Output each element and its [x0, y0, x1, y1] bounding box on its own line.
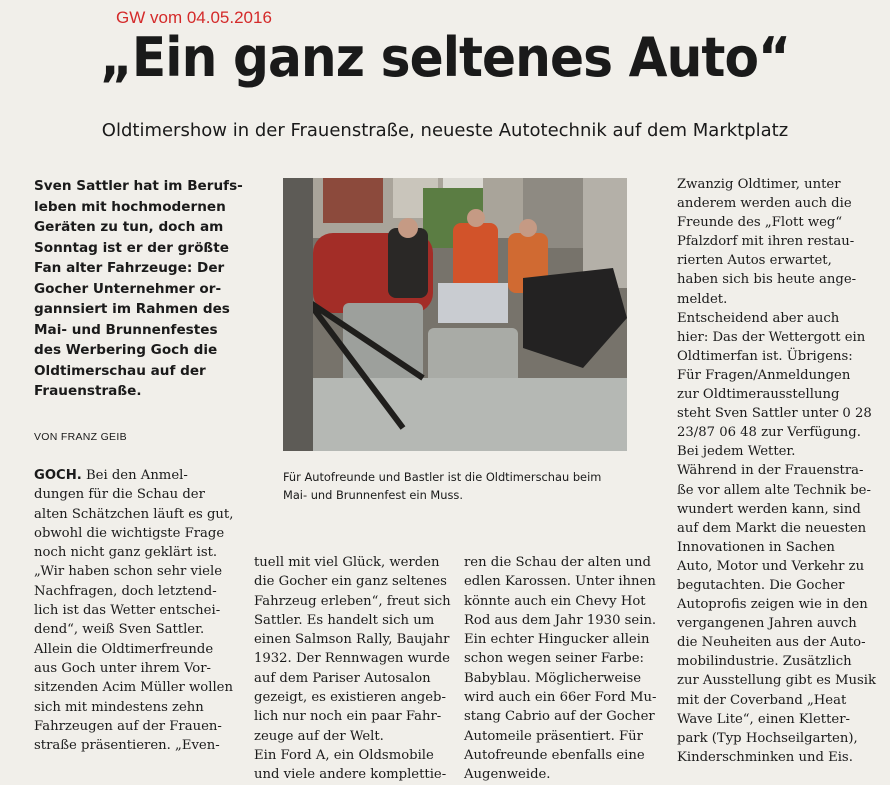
column-line: aus Goch unter ihrem Vor- [34, 660, 211, 676]
column-line: die Gocher ein ganz seltenes [254, 574, 447, 590]
column-line: Zwanzig Oldtimer, unter [677, 177, 841, 192]
column-line: 1932. Der Rennwagen wurde [254, 651, 450, 667]
column-line: ße vor allem alte Technik be- [677, 482, 871, 498]
lead-line: Mai- und Brunnenfestes [34, 321, 218, 338]
caption-line: Mai- und Brunnenfest ein Muss. [283, 488, 463, 502]
column-line: lich nur noch ein paar Fahr- [254, 709, 442, 725]
column-line: mobilindustrie. Zusätzlich [677, 654, 852, 670]
column-line: vergangenen Jahren auvch [677, 616, 857, 632]
column-line: Fahrzeug erleben“, freut sich [254, 593, 451, 609]
column-line: Ein Ford A, ein Oldsmobile [254, 747, 434, 763]
column-line: Augenweide. [464, 767, 551, 783]
column-line: meldet. [677, 291, 728, 307]
column-line: steht Sven Sattler unter 0 28 [677, 406, 872, 422]
column-line: obwohl die wichtigste Frage [34, 525, 225, 541]
column-line: park (Typ Hochseilgarten), [677, 730, 858, 746]
headline: „Ein ganz seltenes Auto“ [99, 26, 791, 89]
column-line: Auto, Motor und Verkehr zu [677, 558, 865, 574]
column-line: anderem werden auch die [677, 196, 852, 212]
column-line: sitzenden Acim Müller wollen [34, 680, 233, 696]
column-line: sich mit mindestens zehn [34, 699, 204, 715]
column-line: Allein die Oldtimerfreunde [34, 641, 214, 657]
column-line: Autoprofis zeigen wie in den [677, 597, 868, 613]
column-line: Autofreunde ebenfalls eine [464, 747, 645, 763]
lead-line: Sonntag ist er der größte [34, 239, 229, 256]
column-line: zeuge auf der Welt. [254, 728, 384, 744]
column-line: einen Salmson Rally, Baujahr [254, 632, 450, 648]
article-column-2 [254, 553, 451, 785]
lead-line: des Werbering Goch die [34, 342, 218, 358]
column-line: auf dem Pariser Autosalon [254, 670, 431, 686]
column-line: Rod aus dem Jahr 1930 sein. [464, 612, 657, 628]
column-line: ren die Schau der alten und [464, 555, 651, 570]
column-line: haben sich bis heute ange- [677, 272, 857, 288]
column-line: Für Fragen/Anmeldungen [677, 367, 851, 383]
column-line: zur Oldtimerausstellung [677, 387, 840, 403]
column-line: lich ist das Wetter entschei- [34, 603, 221, 619]
column-line: Während in der Frauenstra- [677, 463, 864, 479]
lead-line: Geräten zu tun, doch am [34, 219, 224, 235]
column-line: Babyblau. Möglicherweise [464, 670, 642, 686]
column-line: Pfalzdorf mit ihren restau- [677, 234, 855, 250]
column-line: wird auch ein 66er Ford Mu- [464, 690, 657, 706]
column-line: „Wir haben schon sehr viele [34, 564, 223, 580]
oldtimer-photo-illustration [283, 178, 627, 451]
column-line: Innovationen in Sachen [677, 539, 835, 555]
column-line: Ein echter Hingucker allein [464, 632, 650, 648]
column-line: begutachten. Die Gocher [677, 577, 845, 593]
column-line: dungen für die Schau der [34, 487, 205, 503]
column-line: stang Cabrio auf der Gocher [464, 709, 655, 725]
column-line: dend“, weiß Sven Sattler. [34, 622, 205, 638]
column-line: tuell mit viel Glück, werden [254, 555, 440, 570]
column-line: Kinderschminken und Eis. [677, 749, 853, 765]
column-line: Bei jedem Wetter. [677, 444, 796, 460]
subheadline: Oldtimershow in der Frauenstraße, neueste Autotechnik auf dem Marktplatz [101, 120, 789, 141]
column-line: Oldtimerfan ist. Übrigens: [677, 348, 853, 364]
column-line: Entscheidend aber auch [677, 310, 840, 326]
column-line-text: Bei den Anmel- [81, 468, 188, 483]
column-line: Wave Lite“, einen Kletter- [677, 711, 850, 727]
caption-line: Für Autofreunde und Bastler ist die Oldtimerschau beim [283, 470, 602, 484]
column-line: noch nicht ganz geklärt ist. [34, 545, 218, 561]
column-line: wundert werden kann, sind [677, 501, 861, 517]
column-line: rierten Autos erwartet, [677, 253, 832, 269]
column-line: 23/87 06 48 zur Verfügung. [677, 425, 861, 441]
lead-line: gannsiert im Rahmen des [34, 301, 230, 317]
column-line: Automeile präsentiert. Für [464, 728, 643, 744]
column-line: die Neuheiten aus der Auto- [677, 635, 866, 651]
column-line [34, 466, 233, 485]
column-line: Fahrzeugen auf der Frauen- [34, 718, 222, 734]
column-line: zur Ausstellung gibt es Musik [677, 673, 876, 689]
column-line: könnte auch ein Chevy Hot [464, 593, 646, 609]
column-line: schon wegen seiner Farbe: [464, 651, 644, 667]
column-line: gezeigt, es existieren angeb- [254, 690, 446, 706]
lead-line: leben mit hochmodernen [34, 198, 226, 215]
byline: VON FRANZ GEIB [34, 431, 127, 443]
article-column-3 [464, 553, 656, 785]
lead-line: Sven Sattler hat im Berufs- [34, 178, 243, 194]
column-line: straße präsentieren. „Even- [34, 738, 220, 754]
column-line: und viele andere komplettie- [254, 767, 447, 783]
article-photo [283, 178, 627, 451]
lead-line: Frauenstraße. [34, 383, 142, 399]
photo-caption [283, 468, 643, 504]
article-column-1 [34, 466, 233, 755]
dateline: GOCH. [34, 468, 82, 483]
column-line: Sattler. Es handelt sich um [254, 612, 435, 628]
lead-line: Gocher Unternehmer or- [34, 280, 222, 297]
column-line: Nachfragen, doch letztend- [34, 583, 217, 599]
date-stamp: GW vom 04.05.2016 [116, 8, 272, 27]
column-line: alten Schätzchen läuft es gut, [34, 506, 234, 522]
column-line: Freunde des „Flott weg“ [677, 215, 843, 231]
lead-paragraph [34, 176, 269, 402]
article-column-4 [677, 175, 876, 767]
column-line: mit der Coverband „Heat [677, 692, 847, 708]
column-line: auf dem Markt die neuesten [677, 520, 867, 536]
lead-line: Oldtimerschau auf der [34, 362, 206, 379]
lead-line: Fan alter Fahrzeuge: Der [34, 260, 225, 276]
column-line: hier: Das der Wettergott ein [677, 329, 866, 345]
column-line: edlen Karossen. Unter ihnen [464, 574, 656, 590]
